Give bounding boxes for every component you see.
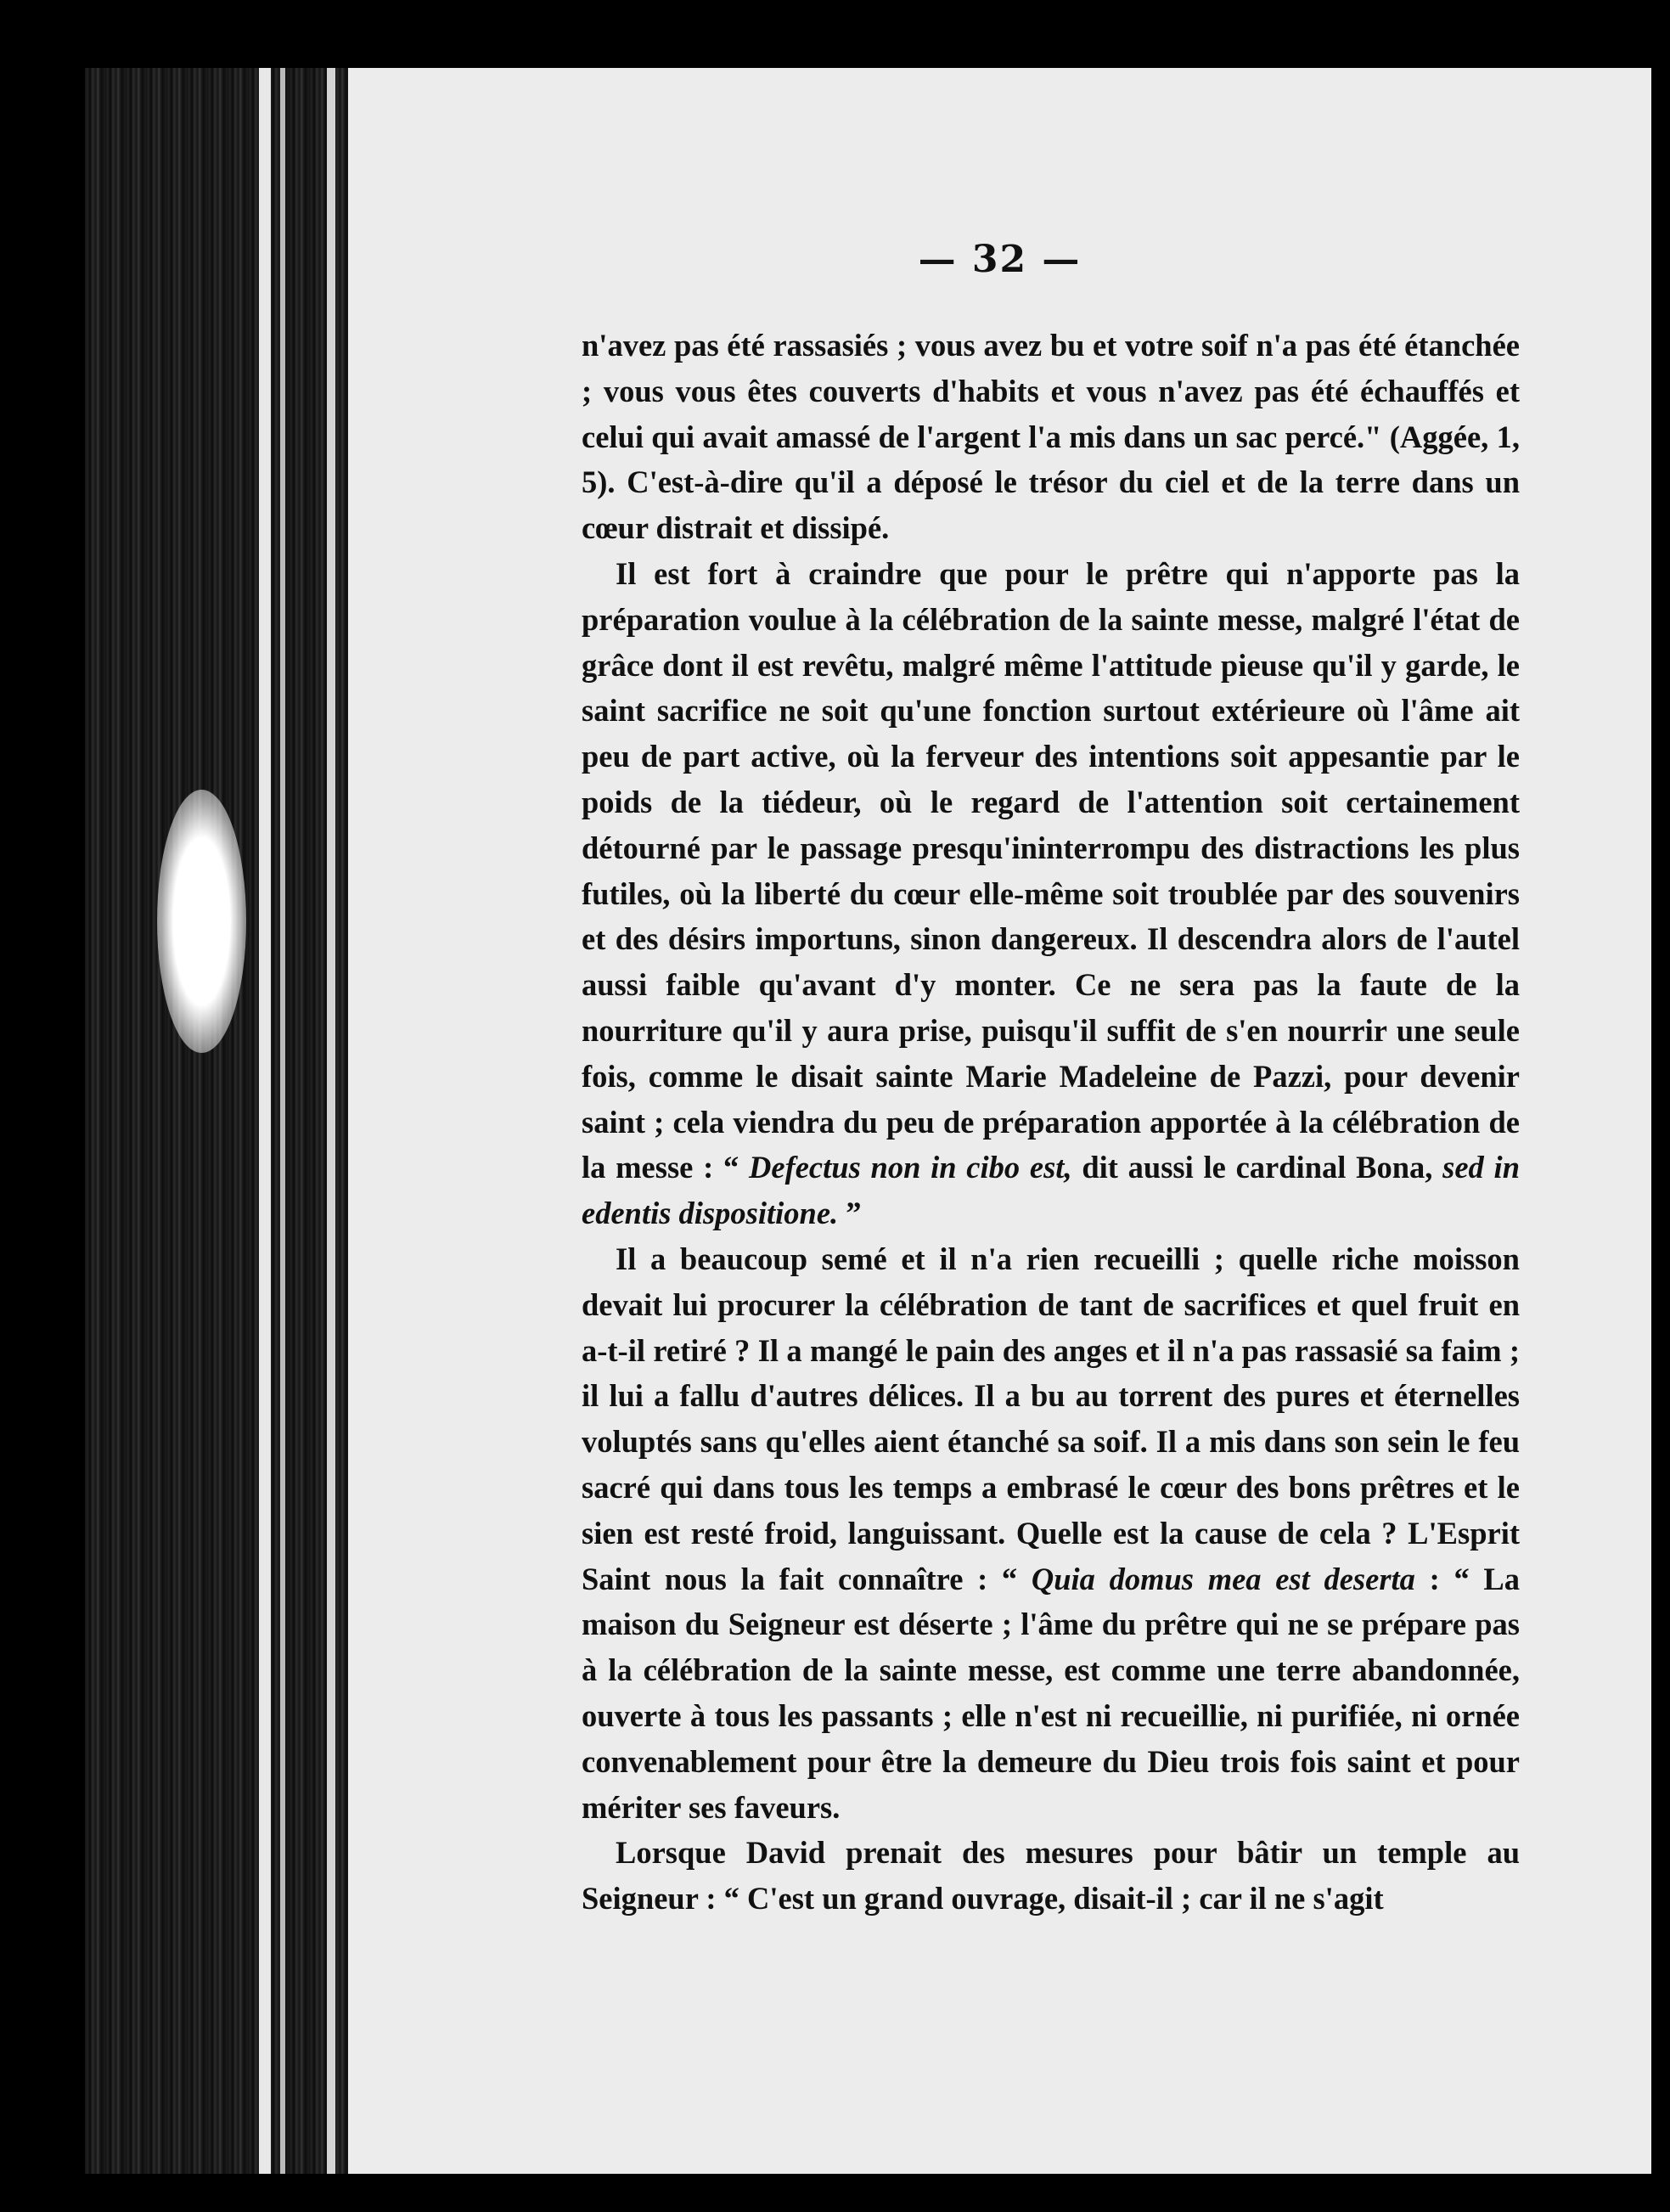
text-run: dit aussi le cardinal Bona,	[1071, 1150, 1443, 1185]
latin-quote: Defectus non in cibo est,	[749, 1150, 1072, 1185]
paragraph	[582, 1236, 1520, 1830]
text-run: Lorsque David prenait des mesures pour bâtir un temple au Seigneur : “ C'est un grand ouvrage, disait-il ; car il ne s'agit	[582, 1835, 1520, 1917]
scan-streak	[259, 68, 271, 2174]
paragraph	[582, 1830, 1520, 1922]
latin-quote: Quia domus mea est deserta	[1031, 1561, 1415, 1596]
text-run: Il a beaucoup semé et il n'a rien recueilli ; quelle riche moisson devait lui procurer la célébration de tant de sacrifices et quel fruit en a-t-il retiré ? Il a mangé le pain des anges et il n'a pas rassasié sa faim ; il lui a fallu d'autres délices. Il a bu au torrent des pures et éternelles voluptés sans qu'elles aient étanché sa soif. Il a mis dans son sein le feu sacré qui dans tous les temps a embrasé le cœur des bons prêtres et le sien est resté froid, languissant. Quelle est la cause de cela ? L'Esprit Saint nous la fait connaître : “	[582, 1241, 1520, 1596]
text-run: ”	[838, 1196, 862, 1231]
paragraph	[582, 551, 1520, 1236]
latin-quote: sed in edentis dispositione.	[582, 1150, 1520, 1231]
text-run: n'avez pas été rassasiés ; vous avez bu et votre soif n'a pas été étanchée ; vous vous êtes couverts d'habits et vous n'avez pas été échauffés et celui qui avait amassé de l'argent l'a mis dans un sac percé." (Aggée, 1, 5). C'est-à-dire qu'il a déposé le trésor du ciel et de la terre dans un cœur distrait et dissipé.	[582, 328, 1520, 546]
page-body	[582, 323, 1520, 1922]
scan-margin	[85, 68, 348, 2174]
scan-streak	[327, 68, 335, 2174]
page-number: — 32 —	[918, 238, 1082, 281]
scan-glare	[157, 790, 246, 1053]
text-run: : “ La maison du Seigneur est déserte ; l'âme du prêtre qui ne se prépare pas à la célébration de la sainte messe, est comme une terre abandonnée, ouverte à tous les passants ; elle n'est ni recueillie, ni purifiée, ni ornée convenablement pour être la demeure du Dieu trois fois saint et pour mériter ses faveurs.	[582, 1561, 1520, 1825]
scan-streak	[280, 68, 285, 2174]
paragraph	[582, 323, 1520, 551]
text-run: Il est fort à craindre que pour le prêtre qui n'apporte pas la préparation voulue à la célébration de la sainte messe, malgré l'état de grâce dont il est revêtu, malgré même l'attitude pieuse qu'il y garde, le saint sacrifice ne soit qu'une fonction surtout extérieure où l'âme ait peu de part active, où la ferveur des intentions soit appesantie par le poids de la tiédeur, où le regard de l'attention soit certainement détourné par le passage presqu'ininterrompu des distractions les plus futiles, où la liberté du cœur elle-même soit troublée par des souvenirs et des désirs importuns, sinon dangereux. Il descendra alors de l'autel aussi faible qu'avant d'y monter. Ce ne sera pas la faute de la nourriture qu'il y aura prise, puisqu'il suffit de s'en nourrir une seule fois, comme le disait sainte Marie Madeleine de Pazzi, pour devenir saint ; cela viendra du peu de préparation apportée à la célébration de la messe : “	[582, 555, 1520, 1185]
book-page	[348, 68, 1651, 2174]
